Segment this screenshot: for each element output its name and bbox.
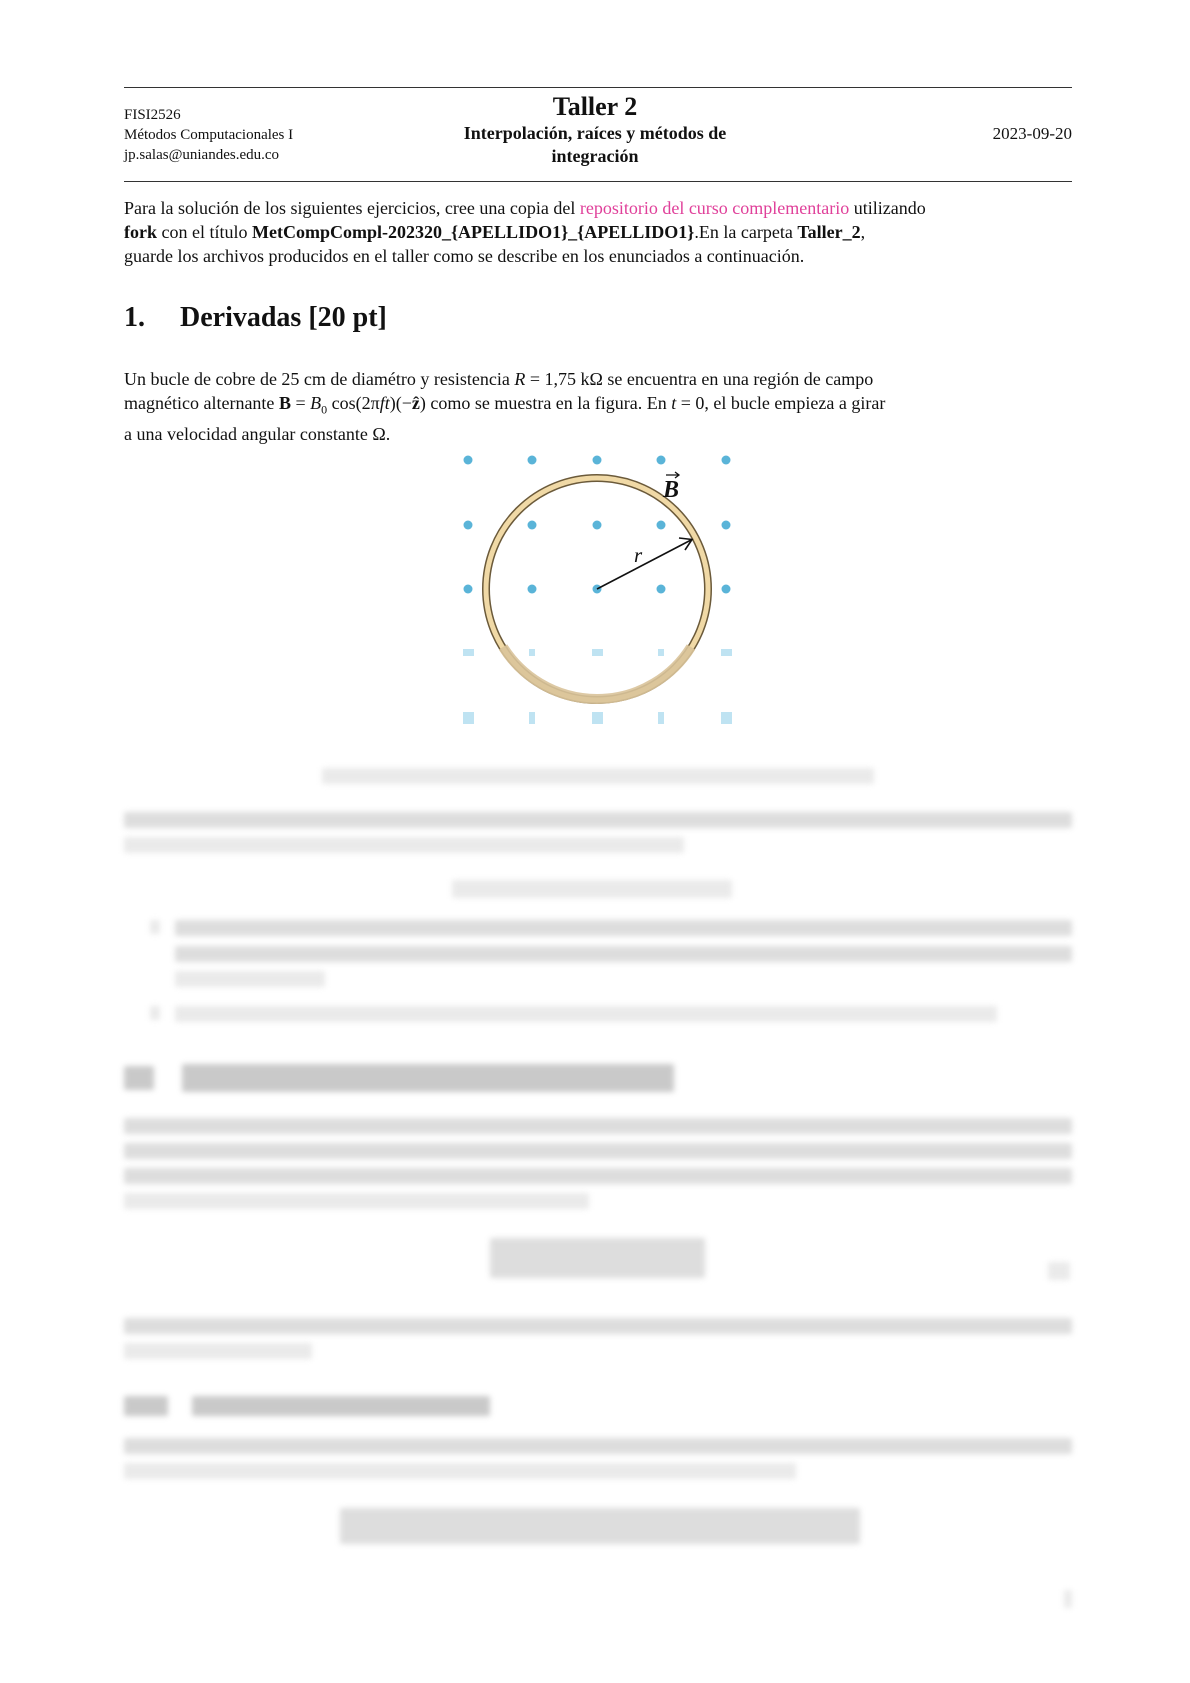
obscured-text-line [175, 971, 325, 987]
obscured-equation [490, 1238, 705, 1278]
field-dots-blurred [463, 649, 732, 724]
obscured-text-line [175, 946, 1072, 962]
math-sub: 0 [321, 402, 328, 417]
obscured-text-line [124, 837, 684, 853]
document-subtitle-line2: integración [551, 146, 639, 166]
field-dot [593, 521, 602, 530]
obscured-text-line [124, 1343, 312, 1359]
field-dot [657, 585, 666, 594]
document-subtitle-line1: Interpolación, raíces y métodos de [463, 123, 727, 143]
course-repo-link[interactable]: repositorio del curso complementario [579, 198, 850, 218]
text: = [290, 393, 311, 413]
intro-text: guarde los archivos producidos en el taller como se describe en los enunciados a continuación. [124, 246, 805, 266]
fork-keyword: fork [124, 222, 157, 242]
text: magnético alternante [124, 393, 279, 413]
math-var: ft [379, 393, 390, 413]
instructor-email: jp.salas@uniandes.edu.co [124, 147, 280, 163]
obscured-text-line [124, 1118, 1072, 1134]
math-var: t [671, 393, 677, 413]
radius-label: r [634, 543, 643, 567]
math-vector: B [278, 393, 291, 413]
obscured-figure-caption [322, 768, 874, 784]
text: a una velocidad angular constante Ω. [124, 423, 391, 444]
text: = 0, el bucle empieza a girar [676, 393, 886, 413]
field-dot [657, 521, 666, 530]
obscured-equation-number [1048, 1262, 1070, 1280]
obscured-list-marker [150, 920, 160, 934]
intro-text: utilizando [849, 198, 926, 218]
field-dot [528, 456, 537, 465]
intro-paragraph [124, 196, 1072, 268]
obscured-text-line [124, 1143, 1072, 1159]
header-title-block [400, 92, 790, 168]
obscured-subsection-number [124, 1396, 168, 1416]
header-bottom-rule [124, 181, 1072, 182]
obscured-equation [340, 1508, 860, 1544]
radius-arrow [597, 540, 691, 589]
folder-name: Taller_2 [797, 222, 861, 242]
field-dot [722, 456, 731, 465]
text: Un bucle de cobre de 25 cm de diamétro y resistencia [124, 369, 515, 389]
obscured-text-line [175, 1006, 997, 1022]
arrow-head-icon [679, 538, 692, 550]
field-dot [657, 456, 666, 465]
figure-copper-loop [455, 445, 745, 735]
field-dot [528, 585, 537, 594]
document-title: Taller 2 [552, 92, 638, 121]
text: cos(2π [327, 393, 380, 413]
text: ) como se muestra en la figura. En [419, 393, 672, 413]
section-title: Derivadas [20 pt] [180, 302, 387, 333]
intro-text: Para la solución de los siguientes ejercicios, cree una copia del [124, 198, 580, 218]
obscured-text-line [124, 1438, 1072, 1454]
field-dot [528, 521, 537, 530]
section-1-paragraph [124, 367, 1072, 446]
obscured-list-marker [150, 1006, 160, 1020]
field-dot [722, 521, 731, 530]
obscured-equation [452, 880, 732, 898]
header-top-rule [124, 87, 1072, 88]
obscured-text-line [124, 1463, 796, 1479]
obscured-text-line [124, 1318, 1072, 1334]
repo-name: MetCompCompl-202320_{APELLIDO1}_{APELLIDO1} [251, 222, 695, 242]
document-date: 2023-09-20 [992, 124, 1072, 143]
obscured-section-number [124, 1066, 154, 1090]
field-dot [464, 585, 473, 594]
intro-text: con el título [157, 222, 252, 242]
field-label: B [663, 477, 680, 503]
intro-text: .En la carpeta [694, 222, 798, 242]
field-dot [593, 456, 602, 465]
math-unit-vector: ẑ [411, 393, 420, 413]
section-number: 1. [124, 302, 145, 333]
field-dot [464, 521, 473, 530]
obscured-page-number [1064, 1590, 1072, 1608]
math-var: B [310, 393, 322, 413]
text: = 1,75 kΩ se encuentra en una región de campo [525, 369, 874, 389]
field-dot [464, 456, 473, 465]
intro-text: , [860, 222, 866, 242]
loop-diagram [455, 445, 745, 735]
course-name: Métodos Computacionales I [124, 127, 294, 143]
obscured-text-line [124, 1193, 589, 1209]
text: )(− [389, 393, 412, 413]
field-dot [722, 585, 731, 594]
header-course-info [124, 105, 293, 165]
section-1-heading [124, 302, 387, 334]
obscured-section-heading [182, 1064, 674, 1092]
obscured-text-line [124, 1168, 1072, 1184]
obscured-text-line [175, 920, 1072, 936]
course-code: FISI2526 [124, 107, 181, 123]
obscured-text-line [124, 812, 1072, 828]
obscured-subsection-heading [192, 1396, 490, 1416]
math-var: R [514, 369, 526, 389]
